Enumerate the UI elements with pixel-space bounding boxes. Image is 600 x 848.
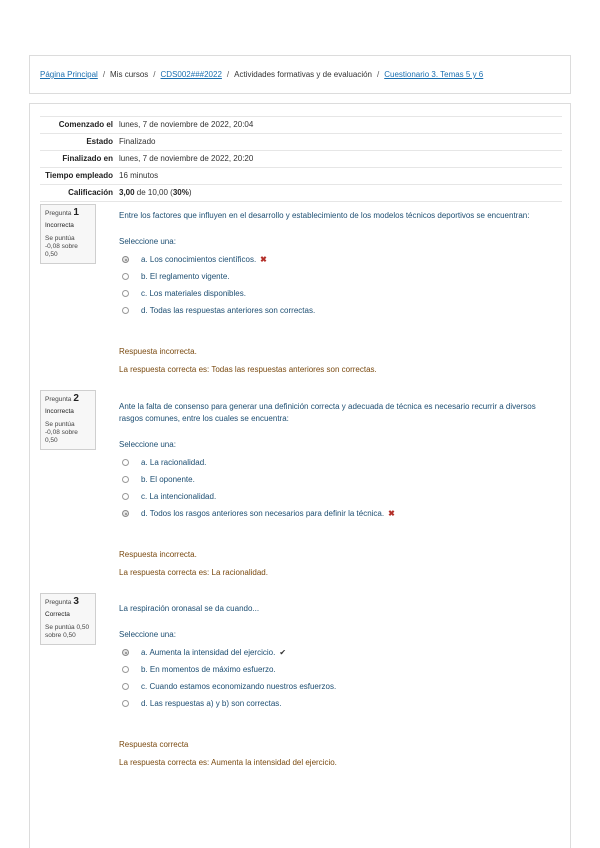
answer-option-a[interactable] [119, 644, 559, 661]
breadcrumb-home-link[interactable]: Página Principal [40, 70, 98, 79]
question-prompt: Seleccione una: [119, 237, 176, 246]
answer-label: a. Aumenta la intensidad del ejercicio. [141, 648, 276, 657]
radio-button[interactable] [122, 459, 129, 466]
question-grade: Se puntúa 0,50 sobre 0,50 [45, 624, 90, 639]
question-feedback [119, 346, 559, 376]
answer-label: c. Cuando estamos economizando nuestros esfuerzos. [141, 682, 337, 691]
question-info-3 [40, 593, 96, 645]
breadcrumb-quiz-link[interactable]: Cuestionario 3. Temas 5 y 6 [384, 70, 484, 79]
answer-option-c[interactable] [119, 285, 559, 302]
question-state: Incorrecta [45, 408, 74, 415]
breadcrumb-course-link[interactable]: CDS002###2022 [160, 70, 222, 79]
correct-check-icon: ✔ [279, 648, 287, 657]
feedback-general: Respuesta incorrecta. [119, 550, 197, 559]
attempt-summary-table [40, 116, 562, 202]
answer-list [119, 644, 559, 712]
radio-button[interactable] [122, 273, 129, 280]
question-state: Incorrecta [45, 222, 74, 229]
feedback-right-answer: La respuesta correcta es: Aumenta la intensidad del ejercicio. [119, 758, 337, 767]
grade-score: 3,00 [119, 188, 135, 197]
summary-value: lunes, 7 de noviembre de 2022, 20:20 [119, 154, 254, 163]
question-prompt: Seleccione una: [119, 630, 176, 639]
question-body-2 [119, 401, 559, 579]
answer-option-c[interactable] [119, 678, 559, 695]
answer-label: d. Todas las respuestas anteriores son correctas. [141, 306, 316, 315]
feedback-general: Respuesta correcta [119, 740, 189, 749]
question-grade: Se puntúa -0,08 sobre 0,50 [45, 421, 78, 444]
answer-option-a[interactable] [119, 251, 559, 268]
summary-row-time [40, 167, 562, 184]
radio-button[interactable] [122, 290, 129, 297]
answer-label: c. La intencionalidad. [141, 492, 217, 501]
question-number: 3 [73, 596, 79, 607]
answer-list [119, 251, 559, 319]
radio-button[interactable] [122, 307, 129, 314]
breadcrumb-my-courses: Mis cursos [110, 70, 149, 79]
incorrect-icon: ✖ [260, 255, 267, 264]
breadcrumb-section: Actividades formativas y de evaluación [234, 70, 372, 79]
incorrect-icon: ✖ [388, 509, 395, 518]
question-prompt: Seleccione una: [119, 440, 176, 449]
quiz-review-region [29, 103, 571, 848]
grade-end: ) [188, 188, 192, 197]
answer-option-d[interactable] [119, 505, 559, 522]
question-text: Entre los factores que influyen en el desarrollo y establecimiento de los modelos técnicos deportivos se encuentran: [119, 211, 530, 220]
breadcrumb-separator: / [377, 70, 380, 79]
summary-label: Estado [86, 137, 113, 146]
question-state: Correcta [45, 611, 70, 618]
breadcrumb [29, 55, 571, 94]
breadcrumb-separator: / [153, 70, 156, 79]
answer-list [119, 454, 559, 522]
answer-option-b[interactable] [119, 268, 559, 285]
feedback-general: Respuesta incorrecta. [119, 347, 197, 356]
question-number: 2 [73, 393, 79, 404]
summary-row-grade [40, 184, 562, 202]
answer-option-b[interactable] [119, 661, 559, 678]
feedback-right-answer: La respuesta correcta es: Todas las respuestas anteriores son correctas. [119, 365, 377, 374]
feedback-right-answer: La respuesta correcta es: La racionalidad. [119, 568, 268, 577]
radio-button[interactable] [122, 493, 129, 500]
summary-label: Tiempo empleado [45, 171, 113, 180]
summary-value-grade [119, 185, 562, 201]
radio-button[interactable] [122, 256, 129, 263]
radio-button[interactable] [122, 476, 129, 483]
answer-label: b. En momentos de máximo esfuerzo. [141, 665, 276, 674]
radio-button[interactable] [122, 649, 129, 656]
answer-option-b[interactable] [119, 471, 559, 488]
breadcrumb-separator: / [226, 70, 230, 79]
summary-row-state [40, 133, 562, 150]
question-feedback [119, 739, 559, 769]
question-feedback [119, 549, 559, 579]
summary-label: Comenzado el [58, 120, 113, 129]
answer-label: a. Los conocimientos científicos. [141, 255, 257, 264]
radio-button[interactable] [122, 700, 129, 707]
summary-value: Finalizado [119, 137, 156, 146]
radio-button[interactable] [122, 510, 129, 517]
summary-value: lunes, 7 de noviembre de 2022, 20:04 [119, 120, 254, 129]
grade-mid: de 10,00 ( [134, 188, 173, 197]
answer-label: b. El reglamento vigente. [141, 272, 230, 281]
answer-option-c[interactable] [119, 488, 559, 505]
summary-label: Finalizado en [62, 154, 113, 163]
question-label: Pregunta [45, 396, 72, 403]
question-label: Pregunta [45, 210, 72, 217]
radio-button[interactable] [122, 683, 129, 690]
answer-label: c. Los materiales disponibles. [141, 289, 246, 298]
question-text: La respiración oronasal se da cuando... [119, 604, 260, 613]
question-text: Ante la falta de consenso para generar una definición correcta y adecuada de técnica es necesario recurrir a diversos rasgos comunes, entre los cuales se encuentra: [119, 402, 536, 423]
radio-button[interactable] [122, 666, 129, 673]
answer-option-a[interactable] [119, 454, 559, 471]
grade-percent: 30% [172, 188, 189, 197]
answer-option-d[interactable] [119, 695, 559, 712]
summary-row-finished [40, 150, 562, 167]
question-body-1 [119, 210, 559, 376]
question-number: 1 [73, 207, 79, 218]
summary-label: Calificación [68, 188, 113, 197]
breadcrumb-separator: / [102, 70, 106, 79]
summary-row-started [40, 116, 562, 133]
answer-label: d. Todos los rasgos anteriores son necesarios para definir la técnica. [141, 509, 385, 518]
answer-label: b. El oponente. [141, 475, 195, 484]
answer-label: d. Las respuestas a) y b) son correctas. [141, 699, 282, 708]
answer-label: a. La racionalidad. [141, 458, 207, 467]
question-grade: Se puntúa -0,08 sobre 0,50 [45, 235, 78, 258]
question-info-2 [40, 390, 96, 450]
answer-option-d[interactable] [119, 302, 559, 319]
question-body-3 [119, 603, 559, 769]
summary-value: 16 minutos [119, 171, 159, 180]
question-label: Pregunta [45, 599, 72, 606]
question-info-1 [40, 204, 96, 264]
